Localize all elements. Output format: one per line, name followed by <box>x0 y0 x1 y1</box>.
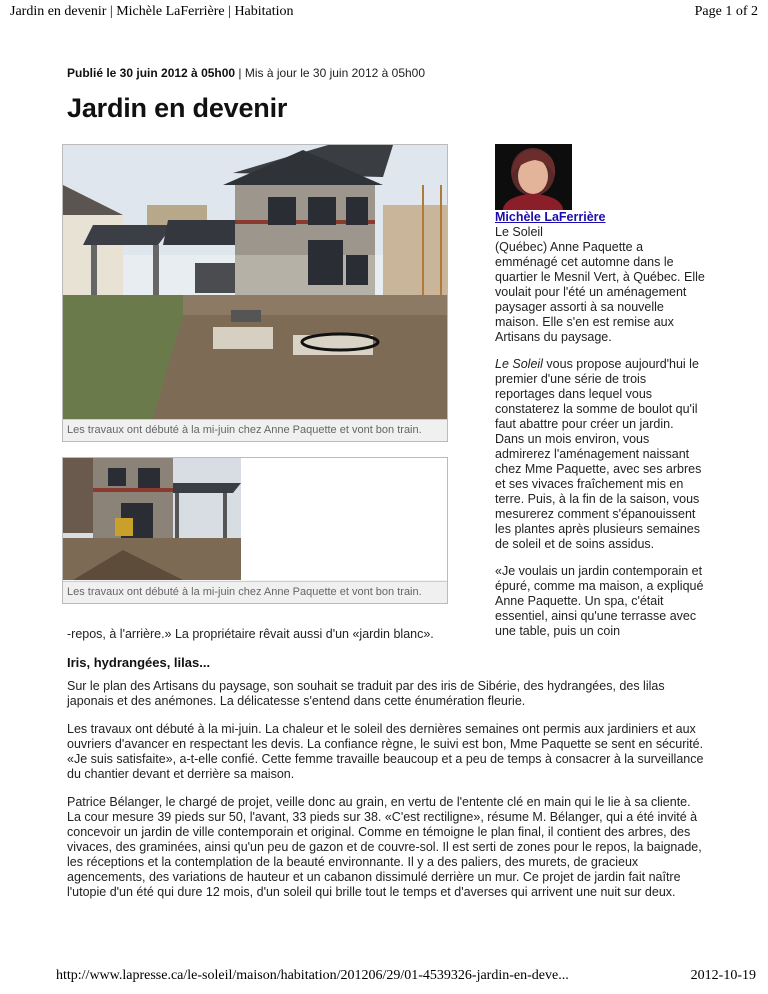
publication-meta <box>67 66 425 80</box>
print-header <box>10 4 758 24</box>
article-photo-2[interactable] <box>62 457 448 604</box>
house-front-image <box>63 458 447 580</box>
author-link[interactable]: Michèle LaFerrière <box>495 210 606 224</box>
continuation-paragraph: -repos, à l'arrière.» La propriétaire rêvait aussi d'un «jardin blanc». <box>67 627 434 641</box>
print-footer-url: http://www.lapresse.ca/le-soleil/maison/habitation/201206/29/01-4539326-jardin-en-deve... <box>56 968 569 983</box>
article-photo-1[interactable] <box>62 144 448 442</box>
newspaper-name: Le Soleil <box>495 357 543 371</box>
author-avatar <box>495 144 572 210</box>
body-paragraph-1: Sur le plan des Artisans du paysage, son souhait se traduit par des iris de Sibérie, des hydrangées, des lilas japonais et des anémones. La délicatesse s'entend dans cette énumération fleurie. <box>67 679 665 708</box>
subheading: Iris, hydrangées, lilas... <box>67 655 211 670</box>
house-construction-image <box>63 145 447 419</box>
meta-separator: | <box>235 66 245 80</box>
print-footer-date: 2012-10-19 <box>690 968 756 983</box>
photo-1-caption: Les travaux ont débuté à la mi-juin chez Anne Paquette et vont bon train. <box>63 419 447 441</box>
lead-paragraph: (Québec) Anne Paquette a emménagé cet automne dans le quartier le Mesnil Vert, à Québec. Elle voulait pour l'été un aménagement paysager assorti à sa nouvelle maison. Elle s'en est remise aux Artisans du paysage. <box>495 240 705 344</box>
print-header-page: Page 1 of 2 <box>694 4 758 19</box>
article-title: Jardin en devenir <box>67 93 288 123</box>
print-footer <box>56 968 756 988</box>
body-paragraph-2: Les travaux ont débuté à la mi-juin. La chaleur et le soleil des dernières semaines ont permis aux jardiniers et aux ouvriers d'avancer en respectant les devis. La confiance règne, le suivi est bon, Mme Paquette se sent en sécurité. «Je suis satisfaite», a-t-elle confié. Cette femme travaille beaucoup et a peu de temps à consacrer à la surveillance du chantier devant et derrière sa maison. <box>67 722 704 781</box>
updated-date: Mis à jour le 30 juin 2012 à 05h00 <box>244 66 426 80</box>
body-paragraph-3: Patrice Bélanger, le chargé de projet, veille donc au grain, en vertu de l'entente clé en main qui le lie à sa cliente. La cour mesure 39 pieds sur 50, l'avant, 33 pieds sur 38. «C'est rectiligne», résume M. Bélanger, qui a été invité à concevoir un jardin de ville contemporain et original. Comme en témoigne le plan final, il contient des arbres, des vivaces, des graminées, ainsi qu'un peu de gazon et de couvre-sol. Il est serti de zones pour le repos, la baignade, les réceptions et la contemplation de la beauté environnante. Il y a des paliers, des murets, de gracieux agencements, des variations de hauteur et un cabanon dissimulé derrière un mur. Ce projet de jardin fait naître l'utopie d'un été qui dure 12 mois, d'un soleil qui brille tout le temps et d'averses qui arrivent une nuit sur deux. <box>67 795 702 899</box>
author-outlet: Le Soleil <box>495 225 543 239</box>
photo-2-caption: Les travaux ont débuté à la mi-juin chez Anne Paquette et vont bon train. <box>63 581 447 603</box>
author-sidebar <box>495 210 705 651</box>
series-paragraph: Le Soleil vous propose aujourd'hui le premier d'une série de trois reportages dans lequel vous constaterez la somme de boulot qu'il faut abattre pour créer un jardin. Dans un mois environ, vous admirerez l'aménagement naissant chez Mme Paquette, avec ses arbres et ses vivaces fraîchement mis en terre. Puis, à la fin de la saison, vous mesurerez comment s'épanouissent les plantes après plusieurs semaines de soleil et de soins assidus. <box>495 357 702 551</box>
published-date: Publié le 30 juin 2012 à 05h00 <box>67 66 236 80</box>
quote-paragraph: «Je voulais un jardin contemporain et épuré, comme ma maison, a expliqué Anne Paquette. Un spa, c'était essentiel, ainsi qu'une terrasse avec une table, puis un coin <box>495 564 704 638</box>
author-portrait-image <box>495 144 572 210</box>
print-header-title: Jardin en devenir | Michèle LaFerrière | Habitation <box>10 4 294 19</box>
